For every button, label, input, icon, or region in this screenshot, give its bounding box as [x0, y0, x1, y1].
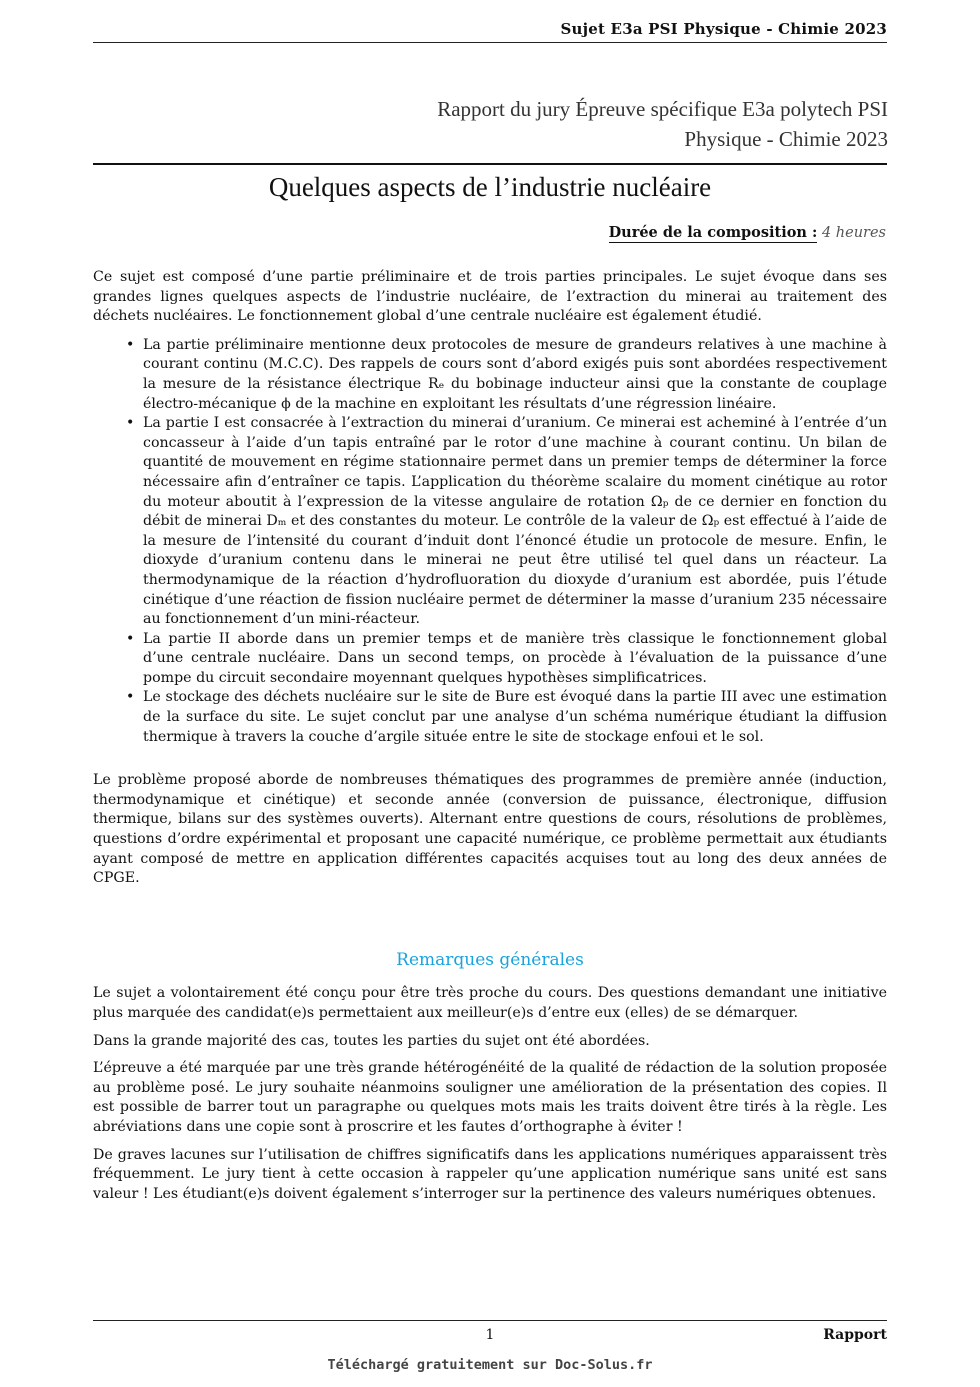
duration-value: 4 heures: [821, 225, 886, 241]
list-item: [126, 630, 887, 689]
remark-paragraph: Dans la grande majorité des cas, toutes les parties du sujet ont été abordées.: [93, 1032, 650, 1049]
bullet-icon: •: [126, 415, 135, 432]
document-title: Quelques aspects de l’industrie nucléaire: [268, 172, 712, 202]
duration-label: Durée de la composition :: [608, 224, 818, 241]
bullet-icon: •: [126, 336, 135, 353]
running-header: Sujet E3a PSI Physique - Chimie 2023: [560, 20, 887, 38]
parts-list: [93, 336, 887, 747]
list-item-text: La partie préliminaire mentionne deux protocoles de mesure de grandeurs relatives à une machine à courant continu (M.C.C). Des rappels de cours sont d’abord exigés puis sont abordées respectivement la mesure de la résistance électrique Rₑ du bobinage inducteur ainsi que la constante de couplage électro-mécanique ϕ de la machine en exploitant les résultats d’une régression linéaire.: [143, 336, 887, 412]
list-item-text: Le stockage des déchets nucléaire sur le site de Bure est évoqué dans la partie III avec une estimation de la surface du site. Le sujet conclut par une analyse d’un schéma numérique étudiant la diffusion thermique à travers la couche d’argile située entre le site de stockage enfoui et le sol.: [143, 689, 887, 745]
report-body: [93, 268, 887, 1204]
summary-paragraph: Le problème proposé aborde de nombreuses thématiques des programmes de première année (induction, thermodynamique et cinétique) et seconde année (conversion de puissance, électronique, diffusion thermique, bilans sur des systèmes ouverts). Alternant entre questions de cours, résolutions de problèmes, questions d’ordre expérimental et proposant une capacité numérique, ce problème permettait aux étudiants ayant composé de mettre en application différentes capacités acquises tout au long des deux années de CPGE.: [93, 772, 887, 887]
title-rule: [93, 163, 887, 165]
list-item: [126, 688, 887, 747]
duration-line: [609, 224, 886, 241]
list-item-text: La partie II aborde dans un premier temps et de manière très classique le fonctionnement global d’une centrale nucléaire. Dans un second temps, on procède à l’évaluation de la puissance d’une pompe du circuit secondaire moyennant quelques hypothèses simplificatrices.: [143, 630, 887, 686]
section-heading: Remarques générales: [396, 949, 584, 970]
download-note: Téléchargé gratuitement sur Doc-Solus.fr: [327, 1357, 653, 1373]
list-item: [126, 336, 887, 414]
bullet-icon: •: [126, 630, 135, 647]
footer-rule: [93, 1320, 887, 1321]
header-rule: [93, 42, 887, 43]
report-heading: [437, 94, 888, 154]
remark-paragraph: L’épreuve a été marquée par une très grande hétérogénéité de la qualité de rédaction de la solution proposée au problème posé. Le jury souhaite néanmoins souligner une amélioration de la présentation des copies. Il est possible de barrer tout un paragraphe ou quelques mots mais les traits doivent être tirés à la règle. Les abréviations dans une copie sont à proscrire et les fautes d’orthographe à éviter !: [93, 1060, 887, 1135]
bullet-icon: •: [126, 689, 135, 706]
list-item-text: La partie I est consacrée à l’extraction du minerai d’uranium. Ce minerai est acheminé à l’entrée d’un concasseur à l’aide d’un tapis entraîné par le rotor d’une machine à courant continu. Un bilan de quantité de mouvement en régime stationnaire permet dans un premier temps de déterminer la force nécessaire afin d’entraîner ce tapis. L’application du théorème scalaire du moment cinétique au rotor du moteur aboutit à l’expression de la vitesse angulaire de rotation Ωₚ de ce dernier en fonction du débit de minerai Dₘ et des constantes du moteur. Le contrôle de la valeur de Ωₚ est effectué à l’aide de la mesure de l’intensité du courant d’induit dont l’énoncé étudie un protocole de mesure. Enfin, le dioxyde d’uranium contenu dans le minerai ne peut être utilisé tel quel dans un réacteur. La thermodynamique de la réaction d’hydrofluoration du dioxyde d’uranium est abordée, puis l’étude cinétique d’une réaction de fission nucléaire permet de déterminer la masse d’uranium 235 nécessaire au fonctionnement d’un mini-réacteur.: [143, 415, 887, 628]
footer-label: Rapport: [823, 1327, 887, 1343]
intro-paragraph: Ce sujet est composé d’une partie préliminaire et de trois parties principales. Le sujet évoque dans ses grandes lignes quelques aspects de l’industrie nucléaire, de l’extraction du minerai au traitement des déchets nucléaires. Le fonctionnement global d’une centrale nucléaire est également étudié.: [93, 269, 887, 325]
report-heading-line1: Rapport du jury Épreuve spécifique E3a polytech PSI: [437, 97, 888, 121]
page-number: 1: [485, 1327, 495, 1343]
remark-paragraph: De graves lacunes sur l’utilisation de chiffres significatifs dans les applications numériques apparaissent très fréquemment. Le jury tient à cette occasion à rappeler qu’une application numérique sans unité est sans valeur ! Les étudiant(e)s doivent également s’interroger sur la pertinence des valeurs numériques obtenues.: [93, 1146, 887, 1202]
remark-paragraph: Le sujet a volontairement été conçu pour être très proche du cours. Des questions demandant une initiative plus marquée des candidat(e)s permettaient aux meilleur(e)s d’entre eux (elles) de se démarquer.: [93, 985, 887, 1021]
list-item: [126, 414, 887, 630]
report-heading-line2: Physique - Chimie 2023: [684, 127, 888, 151]
